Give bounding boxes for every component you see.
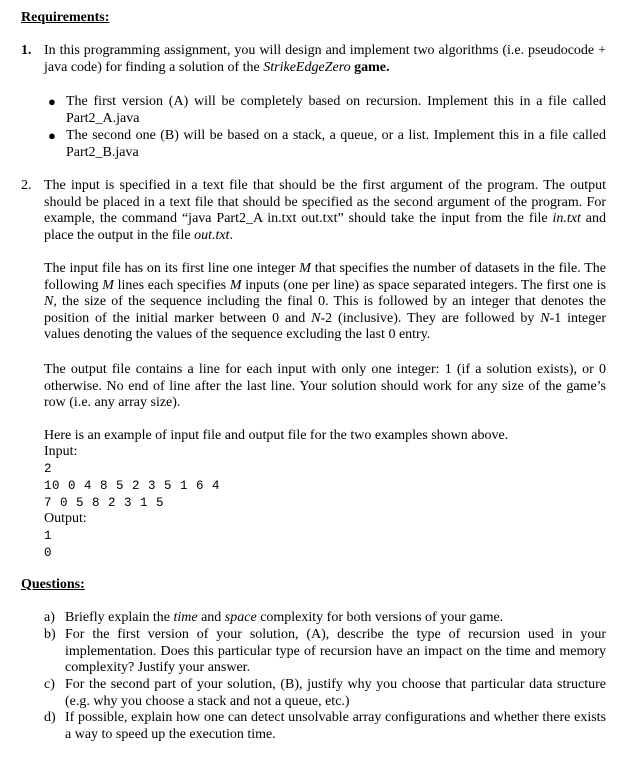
- bullet-item-b: The second one (B) will be based on a stack, a queue, or a list. Implement this in a file called Part2_B.java: [66, 128, 606, 160]
- item-1-text: In this programming assignment, you will design and implement two algorithms (i.e. pseudocode + java code) for finding a solution of the StrikeEdgeZero game.: [44, 43, 606, 75]
- bullet-icon: ●: [48, 94, 56, 109]
- question-a-label: a): [44, 610, 55, 625]
- bullet-icon: ●: [48, 128, 56, 143]
- questions-heading: Questions:: [21, 577, 85, 592]
- item-2-number: 2.: [21, 178, 32, 193]
- output-line-2: 0: [44, 546, 53, 560]
- input-label: Input:: [44, 444, 78, 459]
- question-c-label: c): [44, 677, 55, 692]
- bullet-item-a: The first version (A) will be completely based on recursion. Implement this in a file called Part2_A.java: [66, 94, 606, 126]
- question-d-text: If possible, explain how one can detect unsolvable array configurations and whether there exists a way to speed up the execution time.: [65, 710, 606, 742]
- input-line-1: 2: [44, 462, 53, 476]
- question-a-text: Briefly explain the time and space complexity for both versions of your game.: [65, 610, 504, 625]
- input-line-3: 7 0 5 8 2 3 1 5: [44, 496, 165, 510]
- input-line-2: 10 0 4 8 5 2 3 5 1 6 4: [44, 479, 221, 493]
- example-intro: Here is an example of input file and output file for the two examples shown above.: [44, 428, 509, 443]
- item-2-paragraph-3: The output file contains a line for each input with only one integer: 1 (if a solution exists), or 0 otherwise. No end of line after the last line. Your solution should work for any size of the game’s row (i.e. any array size).: [44, 362, 606, 410]
- question-d-label: d): [44, 710, 56, 725]
- game-name: StrikeEdgeZero: [263, 59, 351, 75]
- question-b-label: b): [44, 627, 56, 642]
- item-2-paragraph-1: The input is specified in a text file that should be the first argument of the program. The output should be placed in a text file that should be specified as the second argument of the program. For example, the command “java Part2_A in.txt out.txt” should take the input from the file in.txt and place the output in the file out.txt.: [44, 178, 607, 243]
- item-1-number: 1.: [21, 43, 32, 58]
- requirements-heading: Requirements:: [21, 10, 110, 25]
- question-b-text: For the first version of your solution, (A), describe the type of recursion used in your implementation. Does this particular type of recursion have an impact on the time and memory complexity? Justify your answer.: [65, 627, 606, 675]
- output-line-1: 1: [44, 529, 53, 543]
- item-2-paragraph-2: The input file has on its first line one integer M that specifies the number of datasets in the file. The following M lines each specifies M inputs (one per line) as space separated integers. The first one is N, the size of the sequence including the final 0. This is followed by an integer that denotes the position of the initial marker between 0 and N-2 (inclusive). They are followed by N-1 integer values denoting the values of the sequence excluding the last 0 entry.: [44, 261, 606, 342]
- output-label: Output:: [44, 511, 87, 526]
- question-c-text: For the second part of your solution, (B), justify why you choose that particular data structure (e.g. why you choose a stack and not a queue, etc.): [65, 677, 606, 709]
